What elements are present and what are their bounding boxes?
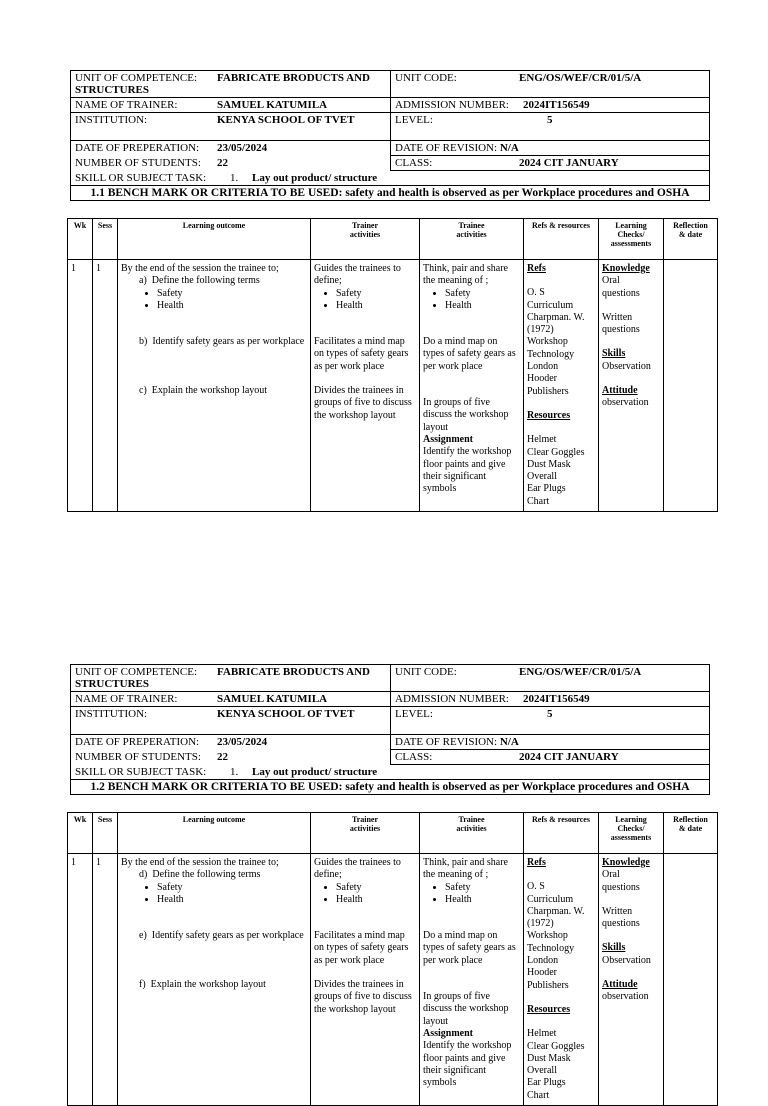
trainer-cell: NAME OF TRAINER: SAMUEL KATUMILA bbox=[71, 692, 391, 707]
subject-task-cell: SKILL OR SUBJECT TASK: 1. Lay out product/ structure bbox=[71, 765, 710, 780]
col-learning-checks: Learning Checks/ assessments bbox=[599, 813, 664, 854]
class-cell: CLASS: 2024 CIT JANUARY bbox=[391, 156, 710, 171]
col-trainee-activities: Trainee activities bbox=[420, 219, 524, 260]
col-trainer-activities: Trainer activities bbox=[311, 219, 420, 260]
admission-cell: ADMISSION NUMBER: 2024IT156549 bbox=[391, 98, 710, 113]
trainee-activities-cell: Think, pair and share the meaning of ; • Safety • Health Do a mind map on types of safety gears as per work place In groups of five discuss the workshop layout Assignment Identify the workshop floor paints and give their significant symbols bbox=[420, 854, 524, 1106]
trainee-activities-cell: Think, pair and share the meaning of ; • Safety • Health Do a mind map on types of safety gears as per work place In groups of five discuss the workshop layout Assignment Identify the workshop floor paints and give their significant symbols bbox=[420, 260, 524, 512]
col-learning-outcome: Learning outcome bbox=[118, 813, 311, 854]
institution-cell: INSTITUTION: KENYA SCHOOL OF TVET bbox=[71, 707, 391, 735]
reflection-cell bbox=[664, 854, 718, 1106]
col-trainer-activities: Trainer activities bbox=[311, 813, 420, 854]
trainer-activities-cell: Guides the trainees to define; • Safety • Health Facilitates a mind map on types of safety gears as per work place Divides the trainees in groups of five to discuss the workshop layout bbox=[311, 260, 420, 512]
session-cell: 1 bbox=[93, 260, 118, 512]
level-cell: LEVEL: 5 bbox=[391, 113, 710, 141]
learning-checks-cell: Knowledge Oral questions Written questions Skills Observation Attitude observation bbox=[599, 260, 664, 512]
unit-of-competence-cell: UNIT OF COMPETENCE: FABRICATE BRODUCTS AND STRUCTURES bbox=[71, 665, 391, 692]
students-cell: NUMBER OF STUDENTS: 22 bbox=[71, 156, 391, 171]
col-reflection: Reflection & date bbox=[664, 813, 718, 854]
reflection-cell bbox=[664, 260, 718, 512]
subject-task-cell: SKILL OR SUBJECT TASK: 1. Lay out product/ structure bbox=[71, 171, 710, 186]
week-cell: 1 bbox=[68, 854, 93, 1106]
col-refs-resources: Refs & resources bbox=[524, 813, 599, 854]
revision-date-cell: DATE OF REVISION: N/A bbox=[391, 141, 710, 156]
col-sess: Sess bbox=[93, 813, 118, 854]
session-cell: 1 bbox=[93, 854, 118, 1106]
week-cell: 1 bbox=[68, 260, 93, 512]
trainer-cell: NAME OF TRAINER: SAMUEL KATUMILA bbox=[71, 98, 391, 113]
institution-cell: INSTITUTION: KENYA SCHOOL OF TVET bbox=[71, 113, 391, 141]
trainer-activities-cell: Guides the trainees to define; • Safety • Health Facilitates a mind map on types of safety gears as per work place Divides the trainees in groups of five to discuss the workshop layout bbox=[311, 854, 420, 1106]
learning-outcome-cell: By the end of the session the trainee to; a) Define the following terms • Safety • Health b) Identify safety gears as per workplace c) Explain the workshop layout bbox=[118, 260, 311, 512]
learning-checks-cell: Knowledge Oral questions Written questions Skills Observation Attitude observation bbox=[599, 854, 664, 1106]
level-cell: LEVEL: 5 bbox=[391, 707, 710, 735]
students-cell: NUMBER OF STUDENTS: 22 bbox=[71, 750, 391, 765]
preparation-date-cell: DATE OF PREPERATION: 23/05/2024 bbox=[71, 141, 391, 156]
col-reflection: Reflection & date bbox=[664, 219, 718, 260]
terms-list: • Safety • Health bbox=[121, 882, 307, 907]
unit-of-competence-cell: UNIT OF COMPETENCE: FABRICATE BRODUCTS AND STRUCTURES bbox=[71, 71, 391, 98]
col-trainee-activities: Trainee activities bbox=[420, 813, 524, 854]
benchmark-criteria: 1.1 BENCH MARK OR CRITERIA TO BE USED: safety and health is observed as per Workplace procedures and OSHA bbox=[71, 186, 710, 201]
benchmark-criteria: 1.2 BENCH MARK OR CRITERIA TO BE USED: safety and health is observed as per Workplace procedures and OSHA bbox=[71, 780, 710, 795]
refs-resources-cell: Refs O. S Curriculum Charpman. W. (1972) Workshop Technology London Hooder Publishers Resources Helmet Clear Goggles Dust Mask Overall Ear Plugs Chart bbox=[524, 260, 599, 512]
learning-outcome-cell: By the end of the session the trainee to; d) Define the following terms • Safety • Health e) Identify safety gears as per workplace f) Explain the workshop layout bbox=[118, 854, 311, 1106]
lesson-header-table bbox=[70, 70, 710, 201]
unit-code-cell: UNIT CODE: ENG/OS/WEF/CR/01/5/A bbox=[391, 665, 710, 692]
col-refs-resources: Refs & resources bbox=[524, 219, 599, 260]
class-cell: CLASS: 2024 CIT JANUARY bbox=[391, 750, 710, 765]
col-learning-checks: Learning Checks/ assessments bbox=[599, 219, 664, 260]
admission-cell: ADMISSION NUMBER: 2024IT156549 bbox=[391, 692, 710, 707]
session-plan-table bbox=[67, 218, 718, 512]
col-wk: Wk bbox=[68, 813, 93, 854]
preparation-date-cell: DATE OF PREPERATION: 23/05/2024 bbox=[71, 735, 391, 750]
unit-code-cell: UNIT CODE: ENG/OS/WEF/CR/01/5/A bbox=[391, 71, 710, 98]
revision-date-cell: DATE OF REVISION: N/A bbox=[391, 735, 710, 750]
col-learning-outcome: Learning outcome bbox=[118, 219, 311, 260]
col-wk: Wk bbox=[68, 219, 93, 260]
session-plan-table bbox=[67, 812, 718, 1106]
terms-list: • Safety • Health bbox=[121, 288, 307, 313]
col-sess: Sess bbox=[93, 219, 118, 260]
lesson-header-table bbox=[70, 664, 710, 795]
refs-resources-cell: Refs O. S Curriculum Charpman. W. (1972) Workshop Technology London Hooder Publishers Resources Helmet Clear Goggles Dust Mask Overall Ear Plugs Chart bbox=[524, 854, 599, 1106]
